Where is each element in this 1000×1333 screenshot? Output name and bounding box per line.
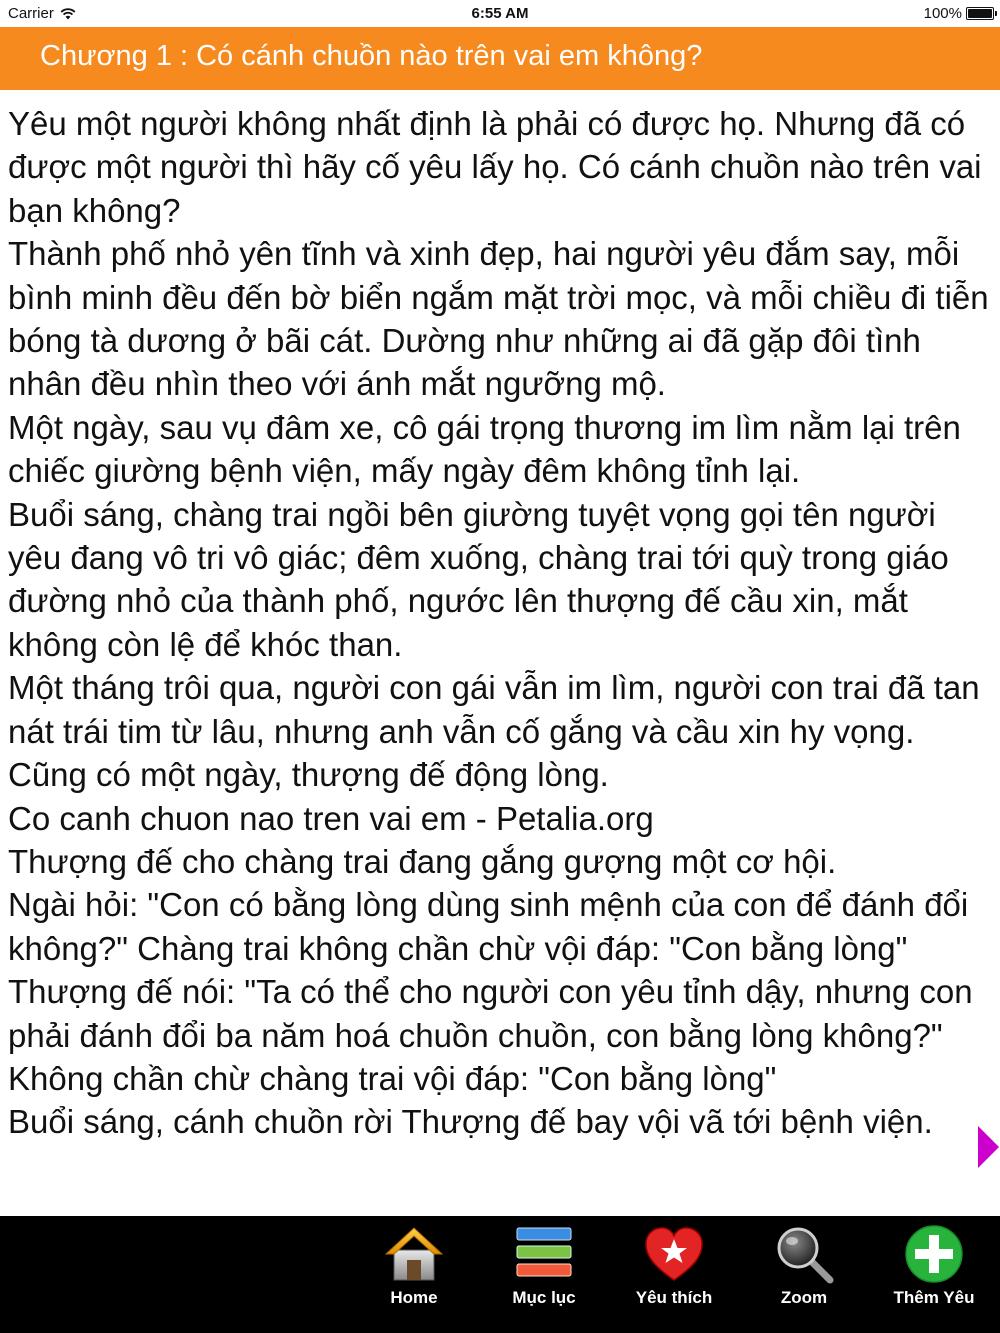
paragraph: Thành phố nhỏ yên tĩnh và xinh đẹp, hai người yêu đắm say, mỗi bình minh đều đến bờ biển ngắm mặt trời mọc, và mỗi chiều đi tiễn bóng tà dương ở bãi cát. Dường như những ai đã gặp đôi tình nhân đều nhìn theo với ánh mắt ngưỡng mộ. [8,235,989,403]
tab-label: Zoom [780,1288,828,1307]
paragraph: Yêu một người không nhất định là phải có được họ. Nhưng đã có được một người thì hãy cố yêu lấy họ. Có cánh chuồn nào trên vai bạn không? [8,105,982,229]
battery-icon [966,7,994,20]
list-icon [514,1222,574,1286]
tab-label: Mục lục [512,1288,576,1307]
status-bar [0,0,1000,27]
tab-favorites[interactable] [619,1216,729,1333]
battery-percent: 100% [923,5,962,22]
status-time: 6:55 AM [471,5,529,22]
tab-add-favorite[interactable] [879,1216,989,1333]
paragraph: Thượng đế cho chàng trai đang gắng gượng một cơ hội. [8,842,837,880]
tab-zoom[interactable] [749,1216,859,1333]
paragraph: Ngài hỏi: "Con có bằng lòng dùng sinh mệnh của con để đánh đổi không?" Chàng trai không chần chừ vội đáp: "Con bằng lòng" [8,886,969,967]
plus-icon [904,1222,964,1286]
paragraph: Buổi sáng, chàng trai ngồi bên giường tuyệt vọng gọi tên người yêu đang vô tri vô giác; đêm xuống, chàng trai tới quỳ trong giáo đường nhỏ của thành phố, ngước lên thượng đế cầu xin, mắt không còn lệ để khóc than. [8,495,949,663]
paragraph: Thượng đế nói: "Ta có thể cho người con yêu tỉnh dậy, nhưng con phải đánh đổi ba năm hoá chuồn chuồn, con bằng lòng không?" Không chần chừ chàng trai vội đáp: "Con bằng lòng" [8,973,973,1097]
tab-label: Yêu thích [635,1288,713,1307]
paragraph: Buổi sáng, cánh chuồn rời Thượng đế bay vội vã tới bệnh viện. [8,1103,933,1141]
paragraph: Co canh chuon nao tren vai em - Petalia.org [8,799,654,837]
tab-table-of-contents[interactable] [489,1216,599,1333]
tab-home[interactable] [359,1216,469,1333]
home-icon [384,1222,444,1286]
next-page-arrow-icon[interactable] [978,1126,999,1168]
tab-bar [0,1216,1000,1333]
chapter-content[interactable] [8,102,993,1216]
tab-label: Thêm Yêu [893,1288,975,1307]
carrier-label: Carrier [8,5,54,22]
paragraph: Một tháng trôi qua, người con gái vẫn im lìm, người con trai đã tan nát trái tim từ lâu, nhưng anh vẫn cố gắng và cầu xin hy vọng. Cũng có một ngày, thượng đế động lòng. [8,669,980,794]
status-battery [924,5,994,22]
magnifier-icon [774,1222,834,1286]
chapter-title: Chương 1 : Có cánh chuồn nào trên vai em không? [0,27,1000,90]
paragraph: Một ngày, sau vụ đâm xe, cô gái trọng thương im lìm nằm lại trên chiếc giường bệnh viện, mấy ngày đêm không tỉnh lại. [8,408,961,490]
tab-label: Home [390,1288,438,1307]
heart-star-icon [644,1222,704,1286]
